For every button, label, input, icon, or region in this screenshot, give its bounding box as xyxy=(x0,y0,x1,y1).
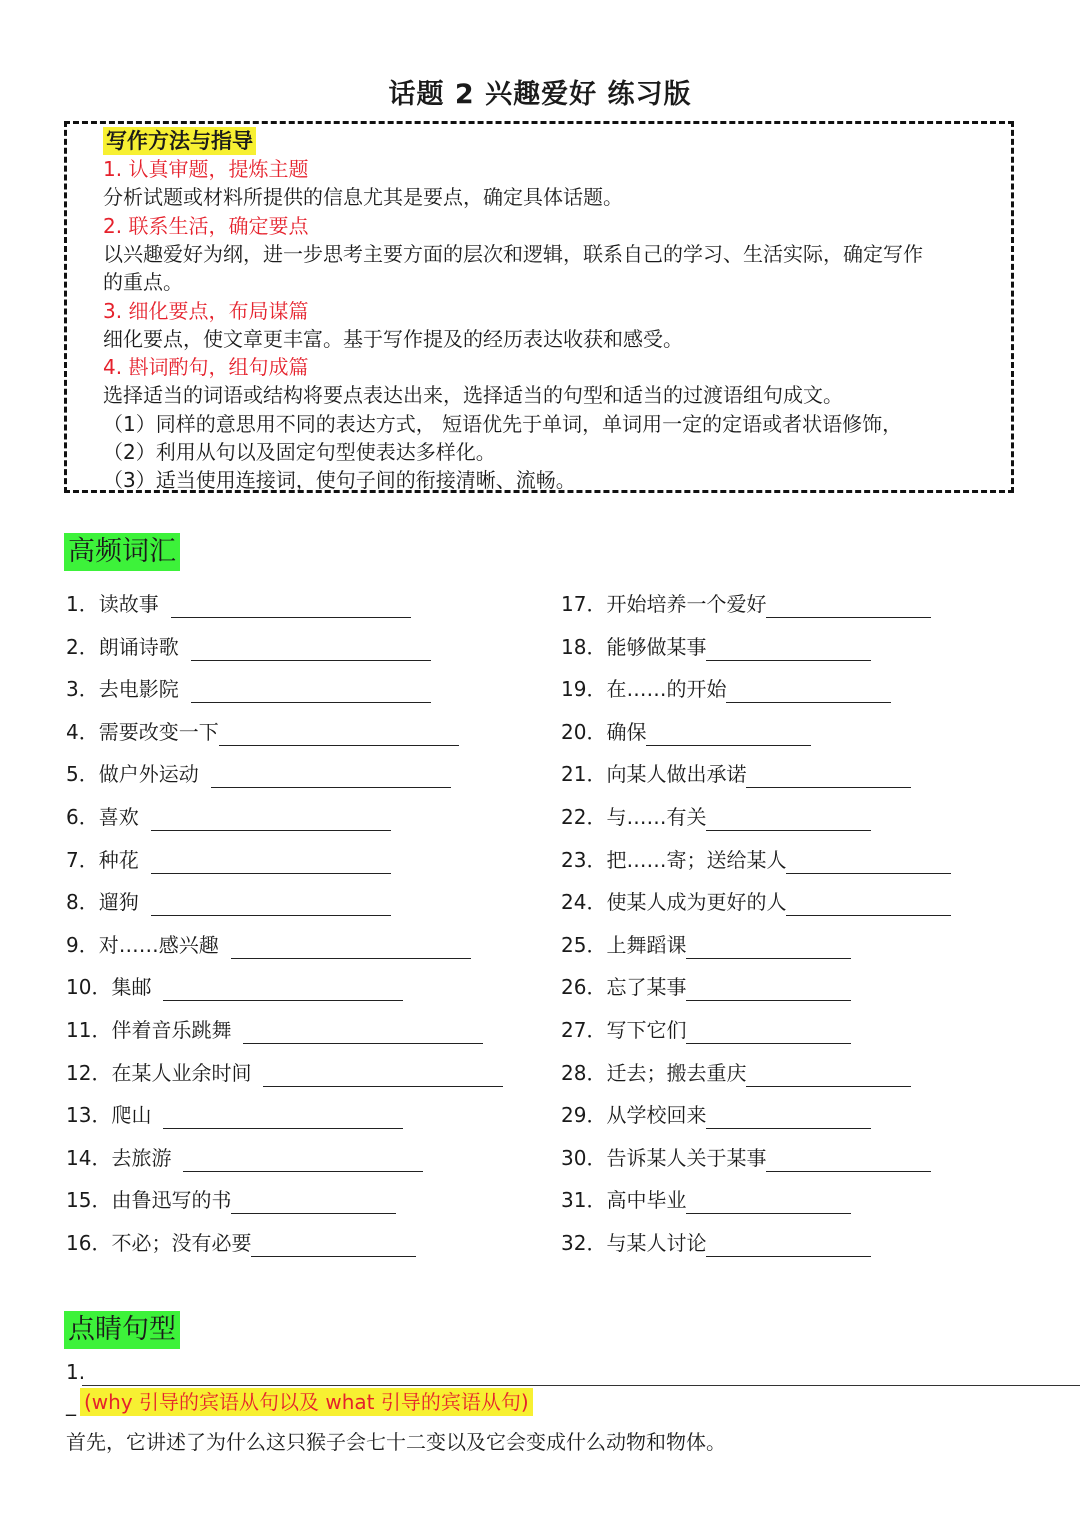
writing-guide-box xyxy=(64,121,1014,493)
answer-blank[interactable] xyxy=(231,1189,396,1214)
vocab-prompt: 23．把……寄；送给某人 xyxy=(561,847,787,872)
vocab-prompt: 9．对……感兴趣 xyxy=(66,932,219,957)
vocab-item xyxy=(66,1059,503,1087)
guide-step-heading: 2. 联系生活，确定要点 xyxy=(103,213,309,238)
vocab-prompt: 6．喜欢 xyxy=(66,805,139,829)
answer-blank[interactable] xyxy=(686,1189,851,1214)
vocab-item xyxy=(561,1059,911,1087)
vocab-prompt: 2．朗诵诗歌 xyxy=(66,634,179,659)
guide-step-heading: 1. 认真审题，提炼主题 xyxy=(103,157,309,181)
answer-blank[interactable] xyxy=(646,721,811,746)
vocab-item xyxy=(561,590,931,618)
vocab-prompt: 15．由鲁迅写的书 xyxy=(66,1188,232,1213)
answer-blank: _ xyxy=(66,1392,76,1416)
vocab-item xyxy=(66,633,431,661)
answer-blank[interactable] xyxy=(786,849,951,874)
answer-blank[interactable] xyxy=(243,1019,483,1044)
answer-line xyxy=(82,1385,1080,1386)
guide-step-heading: 4. 斟词酌句，组句成篇 xyxy=(103,355,309,380)
vocab-item xyxy=(66,1016,483,1044)
vocab-prompt: 18．能够做某事 xyxy=(561,634,707,659)
vocab-prompt: 11．伴着音乐跳舞 xyxy=(66,1018,232,1042)
sentence-heading: 点睛句型 xyxy=(64,1311,180,1349)
guide-text-line: 细化要点，使文章更丰富。基于写作提及的经历表达收获和感受。 xyxy=(103,326,683,351)
answer-blank[interactable] xyxy=(786,891,951,916)
guide-text-line: （3）适当使用连接词，使句子间的衔接清晰、流畅。 xyxy=(103,468,576,493)
vocab-item xyxy=(66,846,391,874)
vocab-prompt: 1．读故事 xyxy=(66,592,159,616)
answer-blank[interactable] xyxy=(183,1147,423,1172)
answer-blank[interactable] xyxy=(706,636,871,661)
vocab-item xyxy=(561,803,871,831)
vocab-prompt: 22．与……有关 xyxy=(561,805,707,829)
answer-blank[interactable] xyxy=(746,763,911,788)
guide-step-heading: 3. 细化要点，布局谋篇 xyxy=(103,298,309,323)
answer-blank[interactable] xyxy=(706,806,871,831)
vocab-prompt: 19．在……的开始 xyxy=(561,677,727,702)
vocab-prompt: 32．与某人讨论 xyxy=(561,1231,707,1255)
guide-text-line: 分析试题或材料所提供的信息尤其是要点，确定具体话题。 xyxy=(103,185,623,210)
vocab-item xyxy=(561,1016,851,1044)
vocab-item xyxy=(66,675,431,703)
vocab-item xyxy=(561,760,911,788)
answer-blank[interactable] xyxy=(726,678,891,703)
vocab-prompt: 8．遛狗 xyxy=(66,890,139,915)
vocab-prompt: 7．种花 xyxy=(66,847,139,872)
vocab-item xyxy=(561,846,951,874)
vocab-prompt: 27．写下它们 xyxy=(561,1018,687,1042)
vocab-item xyxy=(561,718,811,746)
guide-text-line: （2）利用从句以及固定句型使表达多样化。 xyxy=(103,440,496,464)
vocab-prompt: 29．从学校回来 xyxy=(561,1103,707,1128)
vocab-prompt: 26．忘了某事 xyxy=(561,975,687,1000)
answer-blank[interactable] xyxy=(231,934,471,959)
answer-blank[interactable] xyxy=(686,1019,851,1044)
vocab-prompt: 28．迁去；搬去重庆 xyxy=(561,1060,747,1085)
vocab-prompt: 24．使某人成为更好的人 xyxy=(561,890,787,915)
answer-blank[interactable] xyxy=(706,1232,871,1257)
vocab-prompt: 3．去电影院 xyxy=(66,677,179,702)
answer-blank[interactable] xyxy=(219,721,459,746)
vocab-heading: 高频词汇 xyxy=(64,533,180,571)
answer-blank[interactable] xyxy=(686,934,851,959)
vocab-prompt: 14．去旅游 xyxy=(66,1145,172,1170)
vocab-item xyxy=(561,1229,871,1257)
guide-text-line: 选择适当的词语或结构将要点表达出来，选择适当的句型和适当的过渡语组句成文。 xyxy=(103,383,843,408)
vocab-item xyxy=(66,1229,416,1257)
answer-blank[interactable] xyxy=(191,678,431,703)
answer-blank[interactable] xyxy=(151,806,391,831)
vocab-prompt: 31．高中毕业 xyxy=(561,1188,687,1213)
answer-blank[interactable] xyxy=(263,1062,503,1087)
answer-blank[interactable] xyxy=(251,1232,416,1257)
answer-blank[interactable] xyxy=(706,1104,871,1129)
answer-blank[interactable] xyxy=(766,593,931,618)
guide-text-line: 的重点。 xyxy=(103,270,183,295)
answer-blank[interactable] xyxy=(191,636,431,661)
vocab-prompt: 4．需要改变一下 xyxy=(66,719,219,744)
vocab-item xyxy=(66,718,459,746)
vocab-item xyxy=(561,973,851,1001)
vocab-item xyxy=(66,888,391,916)
vocab-item xyxy=(66,1186,396,1214)
answer-blank[interactable] xyxy=(171,593,411,618)
guide-text-line: 以兴趣爱好为纲，进一步思考主要方面的层次和逻辑，联系自己的学习、生活实际，确定写作 xyxy=(103,241,923,266)
vocab-item xyxy=(66,803,391,831)
vocab-prompt: 20．确保 xyxy=(561,719,647,744)
vocab-item xyxy=(561,1144,931,1172)
vocab-item xyxy=(561,1101,871,1129)
sentence-item-number: 1. xyxy=(66,1360,86,1384)
answer-blank[interactable] xyxy=(766,1147,931,1172)
vocab-prompt: 16．不必；没有必要 xyxy=(66,1231,252,1255)
vocab-prompt: 25．上舞蹈课 xyxy=(561,932,687,957)
vocab-item xyxy=(66,590,411,618)
vocab-prompt: 13．爬山 xyxy=(66,1103,152,1128)
vocab-prompt: 21．向某人做出承诺 xyxy=(561,762,747,787)
answer-blank[interactable] xyxy=(163,1104,403,1129)
answer-blank[interactable] xyxy=(211,763,451,788)
vocab-item xyxy=(561,633,871,661)
vocab-item xyxy=(66,760,451,788)
vocab-prompt: 30．告诉某人关于某事 xyxy=(561,1145,767,1170)
vocab-item xyxy=(66,931,471,959)
vocab-item xyxy=(66,1144,423,1172)
page-title: 话题 2 兴趣爱好 练习版 xyxy=(388,79,692,110)
vocab-item xyxy=(561,888,951,916)
vocab-prompt: 5．做户外运动 xyxy=(66,762,199,787)
vocab-prompt: 17．开始培养一个爱好 xyxy=(561,592,767,616)
answer-blank[interactable] xyxy=(746,1062,911,1087)
guide-heading: 写作方法与指导 xyxy=(103,127,256,155)
answer-blank[interactable] xyxy=(151,849,391,874)
guide-text-line: （1）同样的意思用不同的表达方式， 短语优先于单词，单词用一定的定语或者状语修饰， xyxy=(103,411,903,436)
vocab-item xyxy=(561,675,891,703)
vocab-item xyxy=(561,1186,851,1214)
answer-blank[interactable] xyxy=(151,891,391,916)
vocab-prompt: 12．在某人业余时间 xyxy=(66,1060,252,1085)
vocab-item xyxy=(66,1101,403,1129)
vocab-item xyxy=(561,931,851,959)
answer-blank[interactable] xyxy=(163,976,403,1001)
grammar-hint: (why 引导的宾语从句以及 what 引导的宾语从句) xyxy=(80,1388,533,1416)
vocab-prompt: 10．集邮 xyxy=(66,975,152,1000)
answer-blank[interactable] xyxy=(686,976,851,1001)
chinese-sentence: 首先，它讲述了为什么这只猴子会七十二变以及它会变成什么动物和物体。 xyxy=(66,1430,726,1454)
vocab-item xyxy=(66,973,403,1001)
